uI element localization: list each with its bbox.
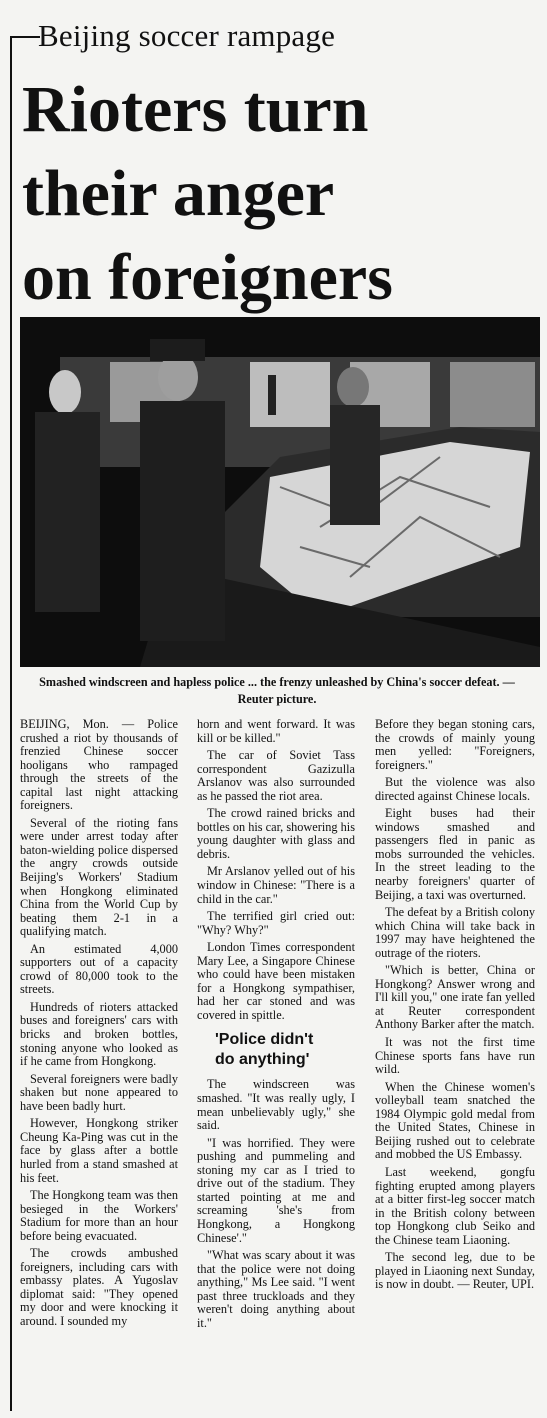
article-column-1 (20, 718, 178, 1333)
paragraph: The crowds ambushed foreigners, including cars with embassy plates. A Yugoslav diplomat said: "They opened my door and were knocking it around. I sounded my (20, 1246, 178, 1328)
paragraph: London Times correspondent Mary Lee, a Singapore Chinese who could have been mistaken for a Hongkong sympathiser, had her car stoned and was covered in spittle. (197, 940, 355, 1022)
paragraph: But the violence was also directed against Chinese locals. (375, 775, 535, 803)
paragraph: The terrified girl cried out: "Why? Why?" (197, 909, 355, 937)
paragraph: The car of Soviet Tass correspondent Gazizulla Arslanov was also surrounded as he passed the riot area. (197, 748, 355, 803)
headline-line-3: on foreigners (22, 241, 393, 314)
news-photo-image (20, 317, 540, 667)
paragraph: It was not the first time Chinese sports fans have run wild. (375, 1035, 535, 1077)
paragraph: The defeat by a British colony which China will take back in 1997 may have heightened the outrage of the rioters. (375, 905, 535, 960)
headline-line-2: their anger (22, 157, 335, 230)
paragraph: Mr Arslanov yelled out of his window in Chinese: "There is a child in the car." (197, 864, 355, 906)
paragraph: However, Hongkong striker Cheung Ka-Ping was cut in the face by glass after a bottle hurled from a stand smashed at his feet. (20, 1116, 178, 1185)
paragraph: "What was scary about it was that the police were not doing anything," Ms Lee said. "I went past three truckloads and they weren't doing anything about it." (197, 1248, 355, 1330)
paragraph: "I was horrified. They were pushing and pummeling and stoning my car as I tried to drive out of the stadium. They started pointing at me and screaming 'she's from Hongkong, a Hongkong Chinese'." (197, 1135, 355, 1245)
paragraph: Several of the rioting fans were under arrest today after baton-wielding police dispersed the angry crowds outside Beijing's Workers' Stadium when Hongkong eliminated China from the World Cup by beating them 2-1 in a qualifying match. (20, 815, 178, 939)
paragraph: The windscreen was smashed. "It was really ugly, I mean unbelievably ugly," she said. (197, 1077, 355, 1133)
paragraph: Eight buses had their windows smashed and passengers fled in panic as mobs surrounded the vehicles. In the street leading to the nearby foreigners' quarter of Beijing, a taxi was overturned. (375, 806, 535, 902)
paragraph: An estimated 4,000 supporters out of a capacity crowd of 80,000 took to the streets. (20, 941, 178, 997)
photo-caption: Smashed windscreen and hapless police ... the frenzy unleashed by China's soccer defeat. — Reuter picture. (39, 675, 515, 706)
paragraph: Hundreds of rioters attacked buses and foreigners' cars with bricks and broken bottles, stoning anyone who looked as if he came from Hongkong. (20, 999, 178, 1069)
news-photo (20, 317, 540, 667)
article-column-3 (375, 718, 535, 1296)
article-column-2 (197, 718, 355, 1334)
headline (22, 68, 542, 320)
paragraph: Before they began stoning cars, the crowds of mainly young men yelled: "Foreigners, foreigners." (375, 717, 535, 772)
paragraph: BEIJING, Mon. — Police crushed a riot by thousands of frenzied Chinese soccer hooligans who rampaged through the streets of the capital last night attacking foreigners. (20, 717, 178, 813)
frame-rule-left (10, 36, 12, 1411)
paragraph: "Which is better, China or Hongkong? Answer wrong and I'll kill you," one irate fan yelled at Reuter correspondent Anthony Barker after the match. (375, 963, 535, 1032)
subheading: 'Police didn't do anything' (215, 1031, 314, 1069)
headline-line-1: Rioters turn (22, 73, 369, 146)
paragraph: Several foreigners were badly shaken but none appeared to have been badly hurt. (20, 1071, 178, 1113)
paragraph: When the Chinese women's volleyball team snatched the 1984 Olympic gold medal from the United States, Chinese in Beijing rushed out to celebrate and mobbed the US Embassy. (375, 1079, 535, 1162)
paragraph: The Hongkong team was then besieged in the Workers' Stadium for more than an hour before being evacuated. (20, 1188, 178, 1243)
paragraph: The crowd rained bricks and bottles on his car, showering his young daughter with glass and debris. (197, 806, 355, 861)
paragraph: horn and went forward. It was kill or be killed." (197, 717, 355, 745)
kicker-label: Beijing soccer rampage (38, 18, 336, 53)
paragraph: The second leg, due to be played in Liaoning next Sunday, is now in doubt. — Reuter, UPI. (375, 1250, 535, 1292)
frame-rule-top (10, 36, 40, 38)
paragraph: Last weekend, gongfu fighting erupted among players at a bitter first-leg soccer match in the British colony between top Hongkong club Seiko and the Chinese team Liaoning. (375, 1164, 535, 1247)
